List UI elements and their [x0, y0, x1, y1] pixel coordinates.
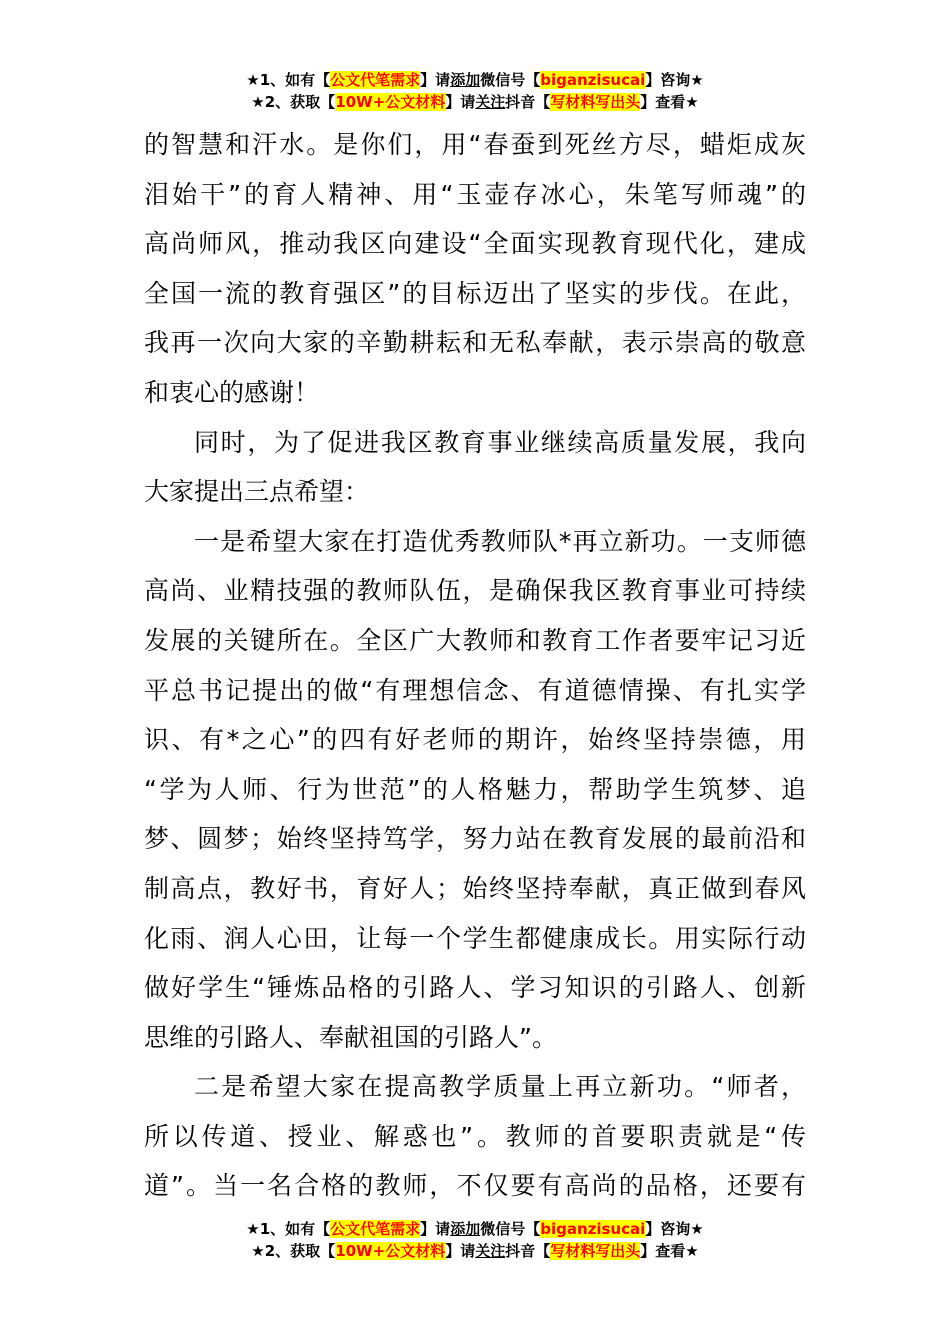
header-line-2-mid: 】请 [445, 93, 476, 111]
body-line: “学为人师、行为世范”的人格魅力，帮助学生筑梦、追 [144, 774, 806, 804]
footer-line-2-highlight-materials: 10W+公文材料 [335, 1242, 446, 1260]
body-line: 识、有*之心”的四有好老师的期许，始终坚持崇德，用 [144, 725, 806, 755]
header-line-2 [0, 91, 950, 113]
header-line-2-prefix: ★2、获取【 [251, 93, 336, 111]
footer-line-1-highlight-wechat: biganzisucai [540, 1220, 646, 1238]
footer-line-1-emphasis: 添加 [450, 1220, 481, 1238]
body-line: 和衷心的感谢！ [144, 377, 320, 407]
footer-line-1-mid: 】请 [420, 1220, 451, 1238]
body-line: 一是希望大家在打造优秀教师队*再立新功。一支师德 [194, 526, 806, 556]
header-line-2-mid2: 抖音【 [505, 93, 551, 111]
header-line-1-suffix: 】咨询★ [645, 71, 704, 89]
header-line-2-emphasis: 关注 [475, 93, 506, 111]
footer-line-1-prefix: ★1、如有【 [246, 1220, 331, 1238]
body-line: 高尚、业精技强的教师队伍，是确保我区教育事业可持续 [144, 576, 806, 606]
footer-line-2-emphasis: 关注 [475, 1242, 506, 1260]
body-line: 泪始干”的育人精神、用“玉壶存冰心，朱笔写师魂”的 [144, 179, 806, 209]
body-line: 平总书记提出的做“有理想信念、有道德情操、有扎实学 [144, 675, 806, 705]
body-line: 的智慧和汗水。是你们，用“春蚕到死丝方尽，蜡炬成灰 [144, 130, 806, 159]
body-line: 制高点，教好书，育好人；始终坚持奉献，真正做到春风 [144, 873, 806, 903]
body-line: 高尚师风，推动我区向建设“全面实现教育现代化，建成 [144, 229, 806, 259]
header-line-1-emphasis: 添加 [450, 71, 481, 89]
header-line-1-highlight-service: 公文代笔需求 [330, 71, 421, 89]
footer-line-1-mid2: 微信号【 [480, 1220, 541, 1238]
footer-line-2-mid2: 抖音【 [505, 1242, 551, 1260]
footer-line-2-highlight-douyin: 写材料写出头 [550, 1242, 641, 1260]
body-line: 全国一流的教育强区”的目标迈出了坚实的步伐。在此， [144, 278, 806, 308]
header-line-1-prefix: ★1、如有【 [246, 71, 331, 89]
header-line-2-suffix: 】查看★ [640, 93, 699, 111]
header-banner [0, 69, 950, 113]
footer-line-2 [0, 1240, 950, 1262]
body-line: 道”。当一名合格的教师，不仅要有高尚的品格，还要有 [144, 1171, 806, 1201]
body-line: 我再一次向大家的辛勤耕耘和无私奉献，表示崇高的敬意 [144, 328, 806, 358]
header-line-2-highlight-materials: 10W+公文材料 [335, 93, 446, 111]
footer-line-2-suffix: 】查看★ [640, 1242, 699, 1260]
body-line: 同时，为了促进我区教育事业继续高质量发展，我向 [194, 427, 806, 457]
header-line-1-highlight-wechat: biganzisucai [540, 71, 646, 89]
header-line-1-mid: 】请 [420, 71, 451, 89]
body-line: 发展的关键所在。全区广大教师和教育工作者要牢记习近 [144, 625, 806, 655]
footer-line-1-suffix: 】咨询★ [645, 1220, 704, 1238]
body-line: 做好学生“锤炼品格的引路人、学习知识的引路人、创新 [144, 973, 806, 1003]
body-line: 梦、圆梦；始终坚持笃学，努力站在教育发展的最前沿和 [144, 824, 806, 854]
footer-line-1 [0, 1218, 950, 1240]
header-line-1-mid2: 微信号【 [480, 71, 541, 89]
footer-line-1-highlight-service: 公文代笔需求 [330, 1220, 421, 1238]
header-line-2-highlight-douyin: 写材料写出头 [550, 93, 641, 111]
footer-banner [0, 1218, 950, 1262]
footer-line-2-mid: 】请 [445, 1242, 476, 1260]
body-line: 所以传道、授业、解惑也”。教师的首要职责就是“传 [144, 1121, 806, 1151]
body-line: 化雨、润人心田，让每一个学生都健康成长。用实际行动 [144, 923, 806, 953]
body-line: 二是希望大家在提高教学质量上再立新功。“师者， [194, 1072, 806, 1102]
body-line: 思维的引路人、奉献祖国的引路人”。 [144, 1022, 557, 1052]
body-line: 大家提出三点希望： [144, 477, 370, 507]
document-body [144, 120, 806, 1211]
header-line-1 [0, 69, 950, 91]
footer-line-2-prefix: ★2、获取【 [251, 1242, 336, 1260]
